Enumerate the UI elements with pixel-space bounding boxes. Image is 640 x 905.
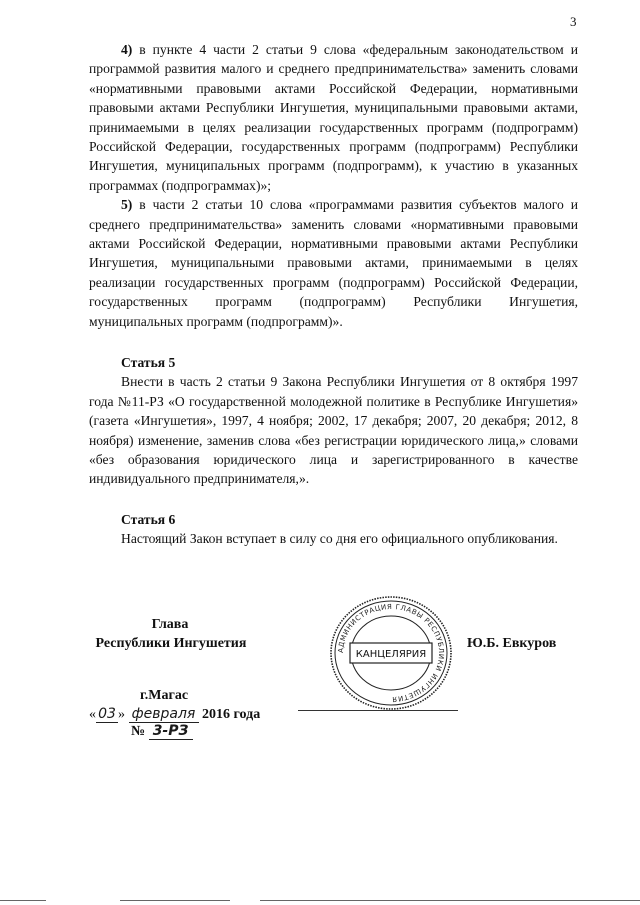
date-month: февраля [129,706,199,723]
article-4-items [89,40,578,331]
page-number: 3 [570,14,577,29]
signing-date [89,706,260,723]
signature-line [298,710,458,711]
scan-edge-line-mid [120,900,230,901]
item-5-marker: 5) [121,197,133,213]
seal-center-text: КАНЦЕЛЯРИЯ [355,649,427,660]
item-5-text: в части 2 статьи 10 слова «программами развития субъектов малого и среднего предпринимательства» заменить словами «нормативными правовыми актами Российской Федерации, нормативными правовыми актами Республики Ингушетия, муниципальными правовыми актами, принимаемыми в целях реализации государственных программ (подпрограмм) Российской Федерации, государственных программ (подпрограмм) Республики Ингушетия, муниципальных программ (подпрограмм)». [89,197,578,329]
scan-edge-line-right [260,900,640,901]
item-4-paragraph [89,40,578,195]
date-day: 03 [96,706,118,723]
item-5-paragraph [89,195,578,331]
article-6-heading: Статья 6 [121,512,176,527]
item-4-marker: 4) [121,42,133,57]
signatory-name: Ю.Б. Евкуров [467,636,557,651]
signatory-title-line-1: Глава [151,617,189,632]
article-5-heading: Статья 5 [121,355,176,370]
article-5 [89,353,578,489]
law-number [131,723,193,740]
article-5-text: Внести в часть 2 статьи 9 Закона Республики Ингушетия от 8 октября 1997 года №11-РЗ «О государственной молодежной политике в Республике Ингушетия» (газета «Ингушетия», 1997, 4 ноября; 2002, 17 декабря; 2007, 20 декабря; 2012, 8 ноября) изменение, заменив слова «без регистрации юридического лица,» словами «без образования юридического лица и зарегистрированного в качестве индивидуального предпринимателя,». [89,374,578,487]
official-seal-stamp [328,594,454,712]
date-suffix: года [233,707,261,722]
date-open-quote: « [89,707,96,722]
law-number-label: № [131,724,146,739]
date-year: 2016 [202,707,230,722]
law-number-value: 3-РЗ [149,723,193,740]
scan-edge-line-left [0,900,46,901]
date-close-quote: » [118,707,125,722]
seal-ring-text: АДМИНИСТРАЦИЯ ГЛАВЫ РЕСПУБЛИКИ ИНГУШЕТИЯ [336,602,446,704]
article-6 [89,510,578,549]
signatory-title-line-2: Республики Ингушетия [95,636,247,651]
signing-city: г.Магас [140,688,189,703]
item-4-text: в пункте 4 части 2 статьи 9 слова «федеральным законодательством и программой развития малого и среднего предпринимательства» заменить словами «нормативными правовыми актами Российской Федерации, нормативными правовыми актами Республики Ингушетия, муниципальными правовыми актами, принимаемыми в целях реализации государственных программ (подпрограмм) Российской Федерации, государственных программ (подпрограмм) Республики Ингушетия, муниципальных программ (подпрограмм), к участию в указанных программах (подпрограммах)»; [89,42,578,193]
article-6-text: Настоящий Закон вступает в силу со дня его официального опубликования. [121,531,558,547]
